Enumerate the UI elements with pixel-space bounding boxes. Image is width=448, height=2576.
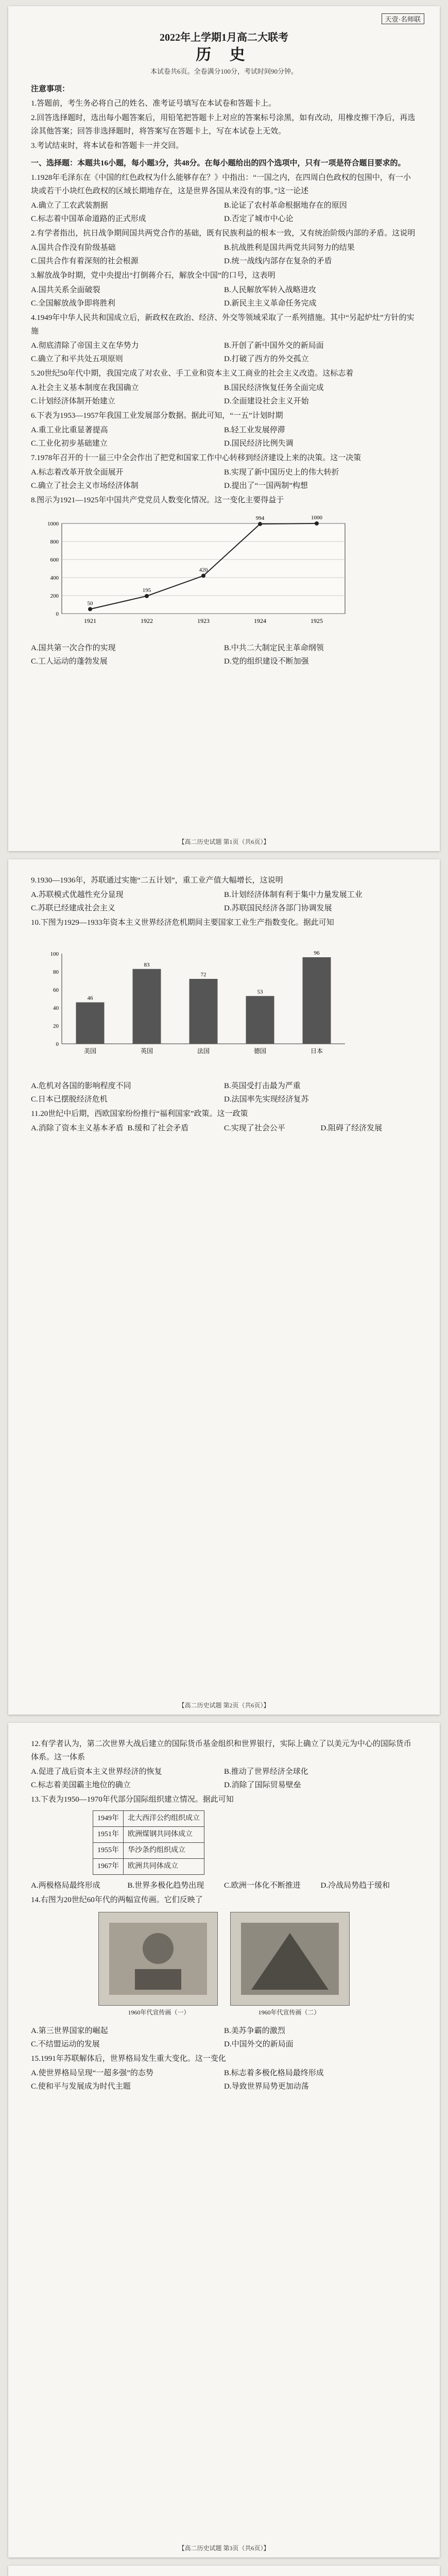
option-d: D.党的组织建设不断加强 bbox=[224, 657, 309, 666]
table-cell: 1951年 bbox=[93, 1827, 124, 1843]
page-footer: 【高二历史试题 第2页（共6页）】 bbox=[178, 1702, 270, 1709]
question-14-stem: 14.右图为20世纪60年代的两幅宣传画。它们反映了 bbox=[31, 1896, 203, 1904]
y-tick-label: 0 bbox=[56, 611, 59, 617]
x-tick-label: 英国 bbox=[140, 1047, 153, 1055]
x-tick-label: 1924 bbox=[254, 617, 266, 624]
option-a: A.苏联模式优越性充分显现 bbox=[31, 891, 124, 899]
data-label: 994 bbox=[255, 515, 265, 522]
option-c: C.欧洲一体化不断推进 bbox=[224, 1882, 301, 1890]
option-d: D.打破了西方的外交孤立 bbox=[224, 355, 309, 363]
option-b: B.中共二大制定民主革命纲领 bbox=[224, 644, 324, 652]
data-point bbox=[258, 522, 262, 526]
x-tick-label: 1925 bbox=[311, 617, 323, 624]
option-d: D.法国率先实现经济复苏 bbox=[224, 1095, 309, 1104]
question-1 bbox=[31, 171, 417, 226]
exam-title: 2022年上学期1月高二大联考 bbox=[160, 32, 288, 43]
option-c: C.工人运动的蓬勃发展 bbox=[31, 657, 108, 666]
y-tick-label: 600 bbox=[50, 557, 59, 563]
table-row bbox=[93, 1859, 204, 1875]
option-b: B.抗战胜利是国共两党共同努力的结果 bbox=[224, 244, 355, 252]
option-d: D.冷战局势趋于缓和 bbox=[320, 1882, 390, 1890]
option-a: A.两极格局最终形成 bbox=[31, 1882, 100, 1890]
notes-item: 3.考试结束时，将本试卷和答题卡一并交回。 bbox=[31, 142, 184, 150]
option-b: B.论证了农村革命根据地存在的原因 bbox=[224, 201, 347, 210]
y-tick-label: 800 bbox=[50, 539, 59, 545]
question-4 bbox=[31, 311, 417, 366]
question-stem: 3.解放战争时期，党中央提出“打倒蒋介石，解放全中国”的口号，这表明 bbox=[31, 272, 275, 280]
option-c: C.全国解放战争即将胜利 bbox=[31, 299, 115, 308]
question-6 bbox=[31, 409, 417, 450]
option-b: B.国民经济恢复任务全面完成 bbox=[224, 384, 324, 392]
option-a: A.消除了资本主义基本矛盾 bbox=[31, 1124, 124, 1132]
x-tick-label: 美国 bbox=[83, 1047, 97, 1055]
question-10-stem: 10.下图为1929—1933年资本主义世界经济危机期间主要国家工业生产指数变化。据此可知 bbox=[31, 919, 334, 927]
option-a: A.国共关系全面破裂 bbox=[31, 286, 100, 294]
option-c: C.国共合作有着深刻的社会根源 bbox=[31, 257, 139, 265]
x-tick-label: 1923 bbox=[197, 617, 210, 624]
y-tick-label: 0 bbox=[56, 1041, 59, 1047]
option-b: B.人民解放军转入战略进攻 bbox=[224, 286, 316, 294]
y-tick-label: 80 bbox=[53, 969, 59, 975]
notes-item: 2.回答选择题时，选出每小题答案后，用铅笔把答题卡上对应的答案标号涂黑，如有改动，用橡皮擦干净后，再选涂其他答案；回答非选择题时，将答案写在答题卡上，写在本试卷上无效。 bbox=[31, 114, 416, 135]
data-point bbox=[145, 594, 149, 598]
y-tick-label: 200 bbox=[50, 593, 59, 599]
question-9-stem: 9.1930—1936年，苏联通过实施“二五计划”，重工业产值大幅增长，这说明 bbox=[31, 876, 283, 885]
option-c: C.实现了社会公平 bbox=[224, 1124, 285, 1132]
x-tick-label: 法国 bbox=[197, 1047, 210, 1055]
notes-label: 注意事项： bbox=[31, 85, 70, 93]
option-b: B.计划经济体制有利于集中力量发展工业 bbox=[224, 891, 363, 899]
notes-item: 1.答题前，考生务必将自己的姓名、准考证号填写在本试卷和答题卡上。 bbox=[31, 99, 277, 108]
question-stem: 2.有学者指出，抗日战争期间国共两党合作的基础，既有民族利益的根本一致，又有统治阶级内部的矛盾。这说明 bbox=[31, 229, 416, 238]
data-label: 420 bbox=[199, 567, 208, 573]
option-d: D.消除了国际贸易壁垒 bbox=[224, 1781, 301, 1789]
question-15-stem: 15.1991年苏联解体后，世界格局发生重大变化。这一变化 bbox=[31, 2055, 226, 2063]
exam-subject: 历 史 bbox=[196, 46, 252, 63]
option-d: D.统一战线内部存在复杂的矛盾 bbox=[224, 257, 332, 265]
data-label: 96 bbox=[314, 950, 320, 956]
question-stem: 5.20世纪50年代中期，我国完成了对农业、手工业和资本主义工商业的社会主义改造。这标志着 bbox=[31, 369, 354, 378]
poster-illustration-1 bbox=[99, 1912, 217, 2005]
option-c: C.确立了社会主义市场经济体制 bbox=[31, 482, 139, 490]
section-title: 一、选择题：本题共16小题，每小题3分，共48分。在每小题给出的四个选项中，只有一项是符合题目要求的。 bbox=[31, 159, 406, 167]
option-a: A.国共第一次合作的实现 bbox=[31, 644, 116, 652]
data-label: 50 bbox=[87, 600, 93, 607]
table-cell: 欧洲共同体成立 bbox=[124, 1859, 204, 1875]
option-c: C.标志着美国霸主地位的确立 bbox=[31, 1781, 131, 1789]
table-row bbox=[93, 1827, 204, 1843]
option-c: C.确立了和平共处五项原则 bbox=[31, 355, 123, 363]
exam-page-1 bbox=[8, 6, 440, 851]
option-d: D.国民经济比例失调 bbox=[224, 439, 294, 448]
option-c: C.苏联已经建成社会主义 bbox=[31, 904, 115, 912]
question-5 bbox=[31, 367, 417, 408]
option-a: A.确立了工农武装割据 bbox=[31, 201, 108, 210]
org-table bbox=[93, 1810, 204, 1875]
data-label: 53 bbox=[257, 989, 263, 995]
y-tick-label: 1000 bbox=[47, 521, 59, 527]
y-tick-label: 400 bbox=[50, 575, 59, 581]
option-b: B.推动了世界经济全球化 bbox=[224, 1768, 308, 1776]
exam-page-4 bbox=[8, 2566, 440, 2576]
data-label: 195 bbox=[142, 587, 151, 594]
option-b: B.标志着多极化格局最终形成 bbox=[224, 2069, 324, 2077]
option-a: A.使世界格局呈现“一超多强”的态势 bbox=[31, 2069, 153, 2077]
option-b: B.开创了新中国外交的新局面 bbox=[224, 342, 324, 350]
option-d: D.导致世界局势更加动荡 bbox=[224, 2082, 309, 2091]
option-a: A.重工业比重显著提高 bbox=[31, 426, 108, 434]
page-footer: 【高二历史试题 第3页（共6页）】 bbox=[178, 2545, 270, 2552]
data-label: 46 bbox=[87, 995, 93, 1002]
option-a: A.第三世界国家的崛起 bbox=[31, 2027, 108, 2035]
table-row bbox=[93, 1811, 204, 1827]
option-c: C.日本已摆脱经济危机 bbox=[31, 1095, 108, 1104]
option-b: B.美苏争霸的激烈 bbox=[224, 2027, 285, 2035]
x-tick-label: 德国 bbox=[253, 1047, 267, 1055]
option-d: D.阻碍了经济发展 bbox=[320, 1124, 383, 1132]
x-tick-label: 1922 bbox=[141, 617, 153, 624]
exam-page-2 bbox=[8, 859, 440, 1715]
question-7 bbox=[31, 451, 417, 493]
table-cell: 华沙条约组织成立 bbox=[124, 1843, 204, 1859]
option-c: C.计划经济体制开始建立 bbox=[31, 397, 115, 405]
y-tick-label: 100 bbox=[50, 951, 59, 957]
option-a: A.国共合作没有阶级基础 bbox=[31, 244, 116, 252]
data-point bbox=[315, 521, 319, 526]
y-tick-label: 60 bbox=[53, 987, 59, 993]
data-label: 1000 bbox=[311, 515, 322, 521]
option-a: A.促进了战后资本主义世界经济的恢复 bbox=[31, 1768, 162, 1776]
poster-images bbox=[31, 1912, 417, 2019]
option-c: C.工业化初步基础建立 bbox=[31, 439, 108, 448]
industry-bar-chart bbox=[31, 936, 360, 1070]
poster-caption-2: 1960年代宣传画（二） bbox=[258, 2009, 320, 2016]
option-c: C.使和平与发展成为时代主题 bbox=[31, 2082, 131, 2091]
option-d: D.否定了城市中心论 bbox=[224, 215, 294, 223]
bar bbox=[189, 979, 218, 1044]
poster-image-1 bbox=[98, 1912, 218, 2006]
table-cell: 欧洲煤钢共同体成立 bbox=[124, 1827, 204, 1843]
poster-image-2 bbox=[230, 1912, 350, 2006]
option-d: D.中国外交的新局面 bbox=[224, 2040, 294, 2048]
y-tick-label: 40 bbox=[53, 1005, 59, 1011]
option-d: D.全面建设社会主义开始 bbox=[224, 397, 309, 405]
option-b: B.世界多极化趋势出现 bbox=[127, 1882, 204, 1890]
question-11-stem: 11.20世纪中后期，西欧国家纷纷推行“福利国家”政策。这一政策 bbox=[31, 1110, 248, 1118]
exam-page-3 bbox=[8, 1723, 440, 2557]
option-d: D.苏联国民经济各部门协调发展 bbox=[224, 904, 332, 912]
page-footer: 【高二历史试题 第1页（共6页）】 bbox=[178, 838, 270, 845]
table-cell: 北大西洋公约组织成立 bbox=[124, 1811, 204, 1827]
data-point bbox=[201, 574, 205, 578]
membership-line-chart bbox=[31, 513, 360, 632]
poster-caption-1: 1960年代宣传画（一） bbox=[128, 2009, 190, 2016]
question-13-stem: 13.下表为1950—1970年代部分国际组织建立情况。据此可知 bbox=[31, 1795, 234, 1804]
option-b: B.英国受打击最为严重 bbox=[224, 1082, 301, 1090]
table-cell: 1949年 bbox=[93, 1811, 124, 1827]
option-a: A.彻底清除了帝国主义在华势力 bbox=[31, 342, 139, 350]
poster-illustration-2 bbox=[231, 1912, 349, 2005]
option-d: D.提出了“一国两制”构想 bbox=[224, 482, 308, 490]
question-stem: 1.1928年毛泽东在《中国的红色政权为什么能够存在？》中指出：“一国之内，在四周白色政权的包围中，有一小块或若干小块红色政权的区域长期地存在，这是世界各国从来没有的事。”这一论述 bbox=[31, 174, 411, 195]
table-cell: 1967年 bbox=[93, 1859, 124, 1875]
y-tick-label: 20 bbox=[53, 1023, 59, 1029]
x-tick-label: 1921 bbox=[84, 617, 96, 624]
bar bbox=[303, 957, 331, 1044]
exam-meta: 本试卷共6页。全卷满分100分，考试时间90分钟。 bbox=[150, 67, 298, 75]
data-point bbox=[88, 607, 92, 611]
data-label: 83 bbox=[144, 961, 150, 968]
option-c: C.标志着中国革命道路的正式形成 bbox=[31, 215, 146, 223]
question-stem: 7.1978年召开的十一届三中全会作出了把党和国家工作中心转移到经济建设上来的决策。这一决策 bbox=[31, 454, 361, 462]
option-b: B.实现了新中国历史上的伟大转折 bbox=[224, 468, 339, 477]
option-a: A.社会主义基本制度在我国确立 bbox=[31, 384, 139, 392]
question-2 bbox=[31, 227, 417, 268]
question-stem: 6.下表为1953—1957年我国工业发展部分数据。据此可知，“一五”计划时期 bbox=[31, 412, 283, 420]
question-8-stem: 8.图示为1921—1925年中国共产党党员人数变化情况。这一变化主要得益于 bbox=[31, 496, 284, 504]
header-seal: 天壹·名师联 bbox=[382, 13, 424, 24]
option-a: A.标志着改革开放全面展开 bbox=[31, 468, 124, 477]
option-b: B.轻工业发展停滞 bbox=[224, 426, 285, 434]
table-row bbox=[93, 1843, 204, 1859]
question-12-stem: 12.有学者认为，第二次世界大战后建立的国际货币基金组织和世界银行，实际上确立了以美元为中心的国际货币体系。这一体系 bbox=[31, 1740, 411, 1761]
bar bbox=[133, 969, 161, 1044]
data-label: 72 bbox=[200, 972, 206, 978]
option-d: D.新民主主义革命任务完成 bbox=[224, 299, 317, 308]
table-cell: 1955年 bbox=[93, 1843, 124, 1859]
bar bbox=[76, 1003, 105, 1044]
option-c: C.不结盟运动的发展 bbox=[31, 2040, 100, 2048]
option-a: A.危机对各国的影响程度不同 bbox=[31, 1082, 131, 1090]
x-tick-label: 日本 bbox=[310, 1047, 323, 1055]
question-stem: 4.1949年中华人民共和国成立后，新政权在政治、经济、外交等领域采取了一系列措施。其中“另起炉灶”方针的实施 bbox=[31, 314, 415, 335]
question-3 bbox=[31, 269, 417, 310]
option-b: B.缓和了社会矛盾 bbox=[127, 1124, 189, 1132]
bar bbox=[246, 996, 274, 1044]
